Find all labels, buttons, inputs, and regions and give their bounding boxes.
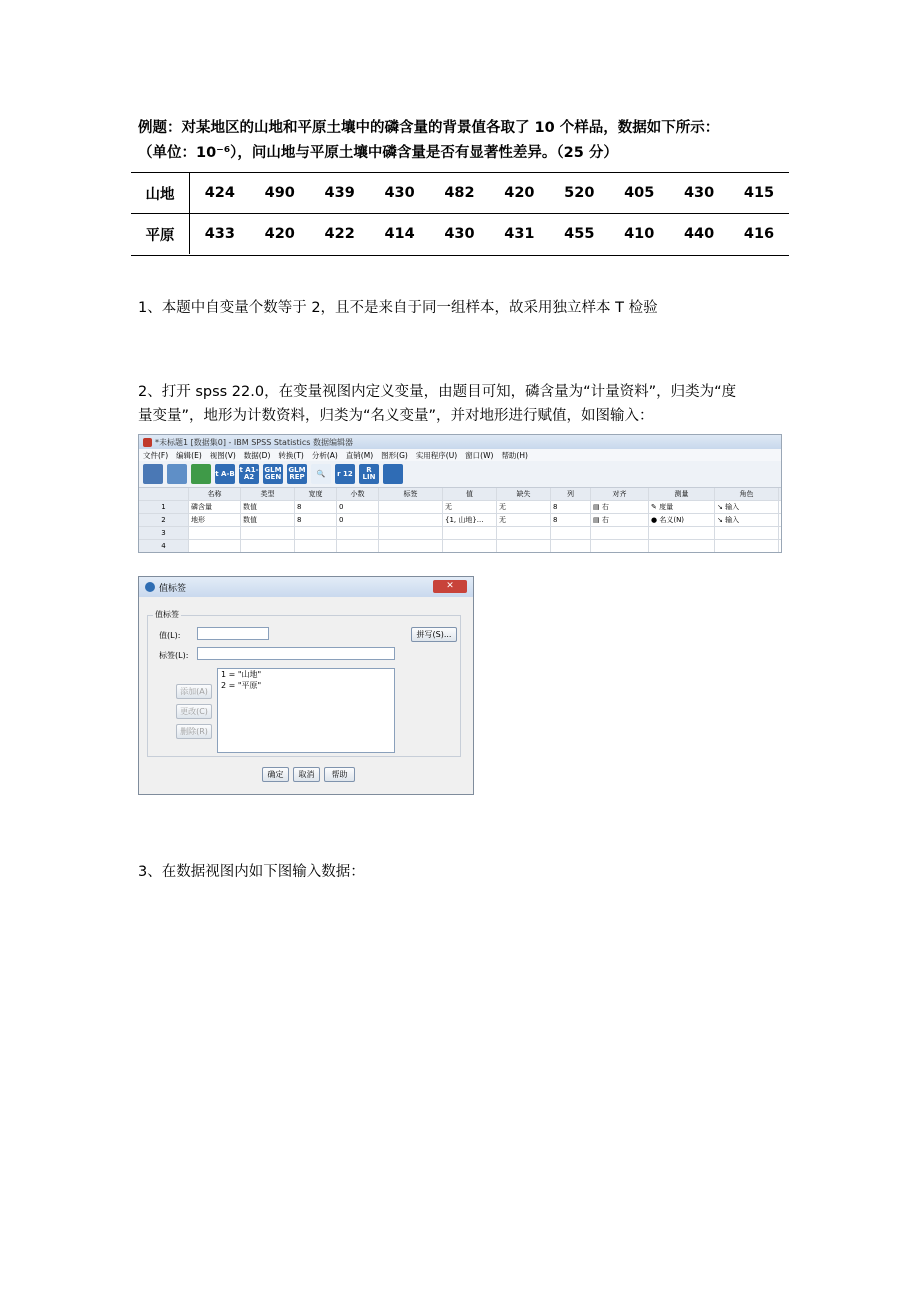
grid-cell[interactable]: 0 [337, 514, 379, 526]
problem-line-2: （单位：10⁻⁶），问山地与平原土壤中磷含量是否有显著性差异。（25 分） [138, 145, 618, 161]
toolbar-button[interactable]: t A-B [215, 464, 235, 484]
table-cell: 420 [504, 185, 535, 201]
spss-menu-item[interactable]: 实用程序(U) [415, 450, 458, 460]
table-cell: 405 [624, 185, 655, 201]
table-cell: 430 [444, 226, 475, 242]
grid-cell[interactable]: 8 [295, 501, 337, 513]
grid-cell[interactable]: ▤ 右 [591, 501, 649, 513]
grid-cell[interactable] [379, 527, 443, 539]
grid-row [139, 501, 781, 514]
value-labels-dialog [138, 576, 474, 795]
grid-cell[interactable] [649, 540, 715, 552]
grid-cell[interactable] [337, 527, 379, 539]
spss-menu-item[interactable]: 图形(G) [381, 450, 408, 460]
label-input[interactable] [197, 647, 395, 660]
spss-window-title: *未标题1 [数据集0] - IBM SPSS Statistics 数据编辑器 [155, 437, 353, 447]
grid-row [139, 540, 781, 553]
spss-menu-item[interactable]: 文件(F) [143, 450, 169, 460]
phosphorus-data-table [131, 172, 789, 256]
grid-cell[interactable]: 8 [551, 514, 591, 526]
table-row-plain [131, 214, 789, 254]
table-cell: 424 [204, 185, 235, 201]
grid-header-cell[interactable]: 对齐 [591, 488, 649, 500]
grid-cell[interactable] [591, 540, 649, 552]
grid-cell[interactable] [379, 514, 443, 526]
dialog-title-bar [139, 577, 473, 597]
grid-header-cell[interactable]: 列 [551, 488, 591, 500]
grid-cell[interactable]: ▤ 右 [591, 514, 649, 526]
table-cell: 415 [743, 185, 775, 201]
grid-header-row [139, 488, 781, 501]
table-cell: 455 [564, 226, 595, 242]
row-number[interactable]: 3 [139, 527, 189, 539]
grid-cell[interactable]: 地形 [189, 514, 241, 526]
table-cell: 414 [384, 226, 415, 242]
toolbar-button[interactable] [143, 464, 163, 484]
row-number[interactable]: 4 [139, 540, 189, 552]
row-label: 平原 [131, 214, 190, 254]
grid-header-cell[interactable]: 小数 [337, 488, 379, 500]
grid-cell[interactable]: 无 [497, 514, 551, 526]
table-cell: 430 [683, 185, 715, 201]
table-cell: 416 [743, 226, 775, 242]
spss-menu-item[interactable]: 编辑(E) [176, 450, 202, 460]
table-cell: 430 [384, 185, 415, 201]
grid-cell[interactable] [295, 540, 337, 552]
step-2-line-1: 2、打开 spss 22.0，在变量视图内定义变量，由题目可知，磷含量为“计量资料”，归类为“度 [138, 384, 737, 400]
grid-row [139, 527, 781, 540]
grid-header-cell[interactable]: 测量 [649, 488, 715, 500]
grid-cell[interactable] [591, 527, 649, 539]
grid-cell[interactable] [189, 527, 241, 539]
grid-header-cell[interactable]: 角色 [715, 488, 779, 500]
table-cell: 410 [624, 226, 655, 242]
spss-title-bar [139, 435, 781, 449]
grid-cell[interactable] [497, 540, 551, 552]
table-cell: 422 [324, 226, 355, 242]
spss-menu-item[interactable]: 数据(D) [243, 450, 271, 460]
problem-line-1: 例题：对某地区的山地和平原土壤中的磷含量的背景值各取了 10 个样品，数据如下所示： [138, 120, 720, 136]
table-cell: 440 [683, 226, 715, 242]
grid-cell[interactable] [337, 540, 379, 552]
grid-cell[interactable]: 8 [551, 501, 591, 513]
grid-header-cell[interactable]: 缺失 [497, 488, 551, 500]
spss-menu-item[interactable]: 帮助(H) [501, 450, 528, 460]
table-cell: 490 [264, 185, 295, 201]
grid-cell[interactable] [241, 540, 295, 552]
toolbar-button[interactable]: GLM GEN [263, 464, 283, 484]
dialog-app-icon [145, 582, 155, 592]
step-2-line-2: 量变量”，地形为计数资料，归类为“名义变量”，并对地形进行赋值，如图输入： [138, 408, 654, 424]
grid-cell[interactable]: ✎ 度量 [649, 501, 715, 513]
spss-variable-view-window [138, 434, 782, 553]
value-labels-list[interactable] [217, 668, 395, 753]
grid-cell[interactable] [379, 501, 443, 513]
dialog-title: 值标签 [159, 583, 187, 594]
grid-row [139, 514, 781, 527]
close-icon[interactable]: ✕ [433, 580, 467, 593]
grid-cell[interactable]: 无 [497, 501, 551, 513]
table-row-mountain [131, 173, 789, 213]
grid-cell[interactable] [295, 527, 337, 539]
toolbar-button[interactable]: R LIN [359, 464, 379, 484]
spss-menu-bar [139, 449, 781, 461]
spss-menu-item[interactable]: 直销(M) [345, 450, 374, 460]
step-3-text: 3、在数据视图内如下图输入数据： [138, 864, 365, 880]
grid-cell[interactable] [715, 540, 779, 552]
spss-menu-item[interactable]: 视图(V) [209, 450, 236, 460]
toolbar-button[interactable]: GLM REP [287, 464, 307, 484]
change-button[interactable]: 更改(C) [176, 704, 212, 719]
toolbar-button[interactable] [191, 464, 211, 484]
grid-cell[interactable] [715, 527, 779, 539]
table-cell: 431 [504, 226, 535, 242]
toolbar-button[interactable] [167, 464, 187, 484]
variable-view-grid [139, 488, 781, 553]
table-cell: 520 [564, 185, 595, 201]
find-icon[interactable]: 🔍 [311, 464, 331, 484]
row-number[interactable]: 2 [139, 514, 189, 526]
grid-cell[interactable]: 无 [443, 501, 497, 513]
cancel-button[interactable]: 取消 [293, 767, 320, 782]
label-field-label: 标签(L): [159, 651, 189, 660]
toolbar-button[interactable]: r 12 [335, 464, 355, 484]
grid-cell[interactable]: 数值 [241, 501, 295, 513]
grid-cell[interactable]: 磷含量 [189, 501, 241, 513]
grid-cell[interactable]: {1, 山地}... [443, 514, 497, 526]
grid-cell[interactable] [189, 540, 241, 552]
value-field-label: 值(L): [159, 631, 181, 640]
grid-cell[interactable]: 8 [295, 514, 337, 526]
grid-cell[interactable] [551, 540, 591, 552]
table-cell: 420 [264, 226, 295, 242]
spss-menu-item[interactable]: 窗口(W) [465, 450, 494, 460]
grid-header-cell[interactable]: 类型 [241, 488, 295, 500]
grid-cell[interactable]: ● 名义(N) [649, 514, 715, 526]
grid-cell[interactable]: ↘ 输入 [715, 501, 779, 513]
grid-cell[interactable]: ↘ 输入 [715, 514, 779, 526]
spss-menu-item[interactable]: 转换(T) [278, 450, 304, 460]
table-cell: 439 [324, 185, 355, 201]
grid-cell[interactable] [443, 540, 497, 552]
toolbar-button[interactable]: t A1-A2 [239, 464, 259, 484]
table-cell: 433 [204, 226, 235, 242]
step-1-text: 1、本题中自变量个数等于 2，且不是来自于同一组样本，故采用独立样本 T 检验 [138, 300, 658, 316]
table-cell: 482 [444, 185, 475, 201]
grid-header-cell[interactable]: 标签 [379, 488, 443, 500]
grid-cell[interactable]: 数值 [241, 514, 295, 526]
help-button[interactable]: 帮助 [324, 767, 355, 782]
spss-toolbar [139, 461, 781, 488]
list-item[interactable]: 2 = "平原" [221, 681, 262, 690]
grid-header-cell[interactable]: 宽度 [295, 488, 337, 500]
grid-cell[interactable] [551, 527, 591, 539]
grid-header-cell[interactable]: 值 [443, 488, 497, 500]
row-label: 山地 [131, 173, 190, 213]
spell-button[interactable]: 拼写(S)... [411, 627, 457, 642]
grid-cell[interactable] [241, 527, 295, 539]
toolbar-button[interactable] [383, 464, 403, 484]
grid-cell[interactable]: 0 [337, 501, 379, 513]
grid-header-cell[interactable]: 名称 [189, 488, 241, 500]
remove-button[interactable]: 删除(R) [176, 724, 212, 739]
spss-menu-item[interactable]: 分析(A) [311, 450, 338, 460]
grid-header-cell[interactable] [139, 488, 189, 500]
grid-cell[interactable] [443, 527, 497, 539]
value-input[interactable] [197, 627, 269, 640]
row-number[interactable]: 1 [139, 501, 189, 513]
ok-button[interactable]: 确定 [262, 767, 289, 782]
grid-cell[interactable] [649, 527, 715, 539]
grid-cell[interactable] [497, 527, 551, 539]
grid-cell[interactable] [379, 540, 443, 552]
spss-app-icon [143, 438, 152, 447]
add-button[interactable]: 添加(A) [176, 684, 212, 699]
group-legend: 值标签 [155, 610, 179, 619]
list-item[interactable]: 1 = "山地" [221, 670, 262, 679]
